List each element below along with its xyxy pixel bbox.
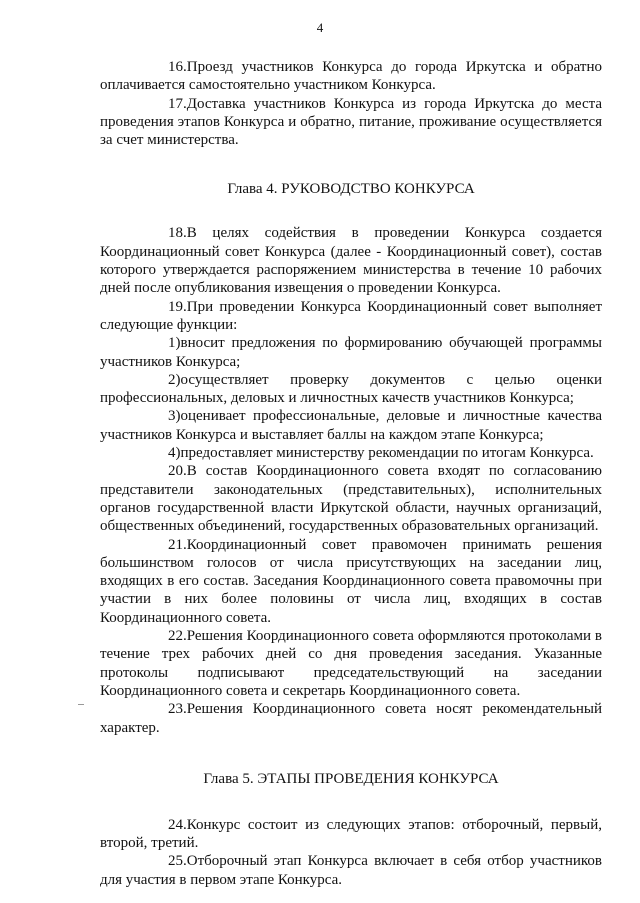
list-item-1 (100, 334, 602, 371)
list-item-2 (100, 371, 602, 408)
page-number: 4 (316, 20, 324, 35)
section-b (100, 224, 602, 736)
margin-tick (78, 704, 84, 705)
paragraph-16 (100, 58, 602, 95)
paragraph-18 (100, 224, 602, 297)
list-text: предоставляет министерству рекомендации по итогам Конкурса. (180, 445, 594, 462)
paragraph-text: Решения Координационного совета оформляются протоколами в течение трех рабочих дней со дня проведения заседания. Указанные протоколы подписывают председательствующий на заседании Координационного совета и секретарь Координационного совета. (100, 628, 602, 699)
paragraph-17 (100, 95, 602, 150)
paragraph-20 (100, 462, 602, 535)
paragraph-text: Решения Координационного совета носят рекомендательный характер. (100, 701, 602, 736)
paragraph-number: 24. (168, 816, 187, 833)
paragraph-number: 21. (168, 536, 187, 553)
document-body (100, 58, 602, 889)
paragraph-23 (100, 700, 602, 737)
paragraph-number: 17. (168, 95, 187, 112)
section-c (100, 816, 602, 889)
paragraph-25 (100, 852, 602, 889)
paragraph-text: При проведении Конкурса Координационный совет выполняет следующие функции: (100, 298, 602, 333)
paragraph-19 (100, 298, 602, 335)
paragraph-text: Отборочный этап Конкурса включает в себя отбор участников для участия в первом этапе Конкурса. (100, 853, 602, 888)
list-number: 2) (168, 371, 181, 388)
list-item-3 (100, 407, 602, 444)
paragraph-number: 16. (168, 59, 187, 75)
paragraph-text: В состав Координационного совета входят по согласованию представители законодательных (представительных), исполнительных органов государственной власти Иркутской области, научных организаций, общественных объединений, государственных образовательных организаций. (100, 463, 602, 535)
paragraph-text: Доставка участников Конкурса из города Иркутска до места проведения этапов Конкурса и обратно, питание, проживание осуществляется за счет министерства. (100, 95, 602, 149)
list-text: осуществляет проверку документов с целью оценки профессиональных, деловых и личностных качеств участников Конкурса; (100, 371, 602, 407)
chapter-5-heading: Глава 5. ЭТАПЫ ПРОВЕДЕНИЯ КОНКУРСА (203, 770, 499, 787)
paragraph-number: 23. (168, 701, 187, 718)
paragraph-text: Координационный совет правомочен принимать решения большинством голосов от числа присутствующих на заседании лиц, входящих в его состав. Заседания Координационного совета правомочны при участии в них более половины от числа лиц, входящих в состав Координационного совета. (100, 536, 602, 626)
paragraph-24 (100, 816, 602, 853)
paragraph-number: 18. (168, 225, 187, 242)
paragraph-number: 20. (168, 463, 187, 480)
paragraph-number: 22. (168, 628, 187, 645)
list-number: 1) (168, 335, 181, 352)
paragraph-text: В целях содействия в проведении Конкурса создается Координационный совет Конкурса (далее - Координационный совет), состав которого утверждается распоряжением министерства в течение 10 рабочих дней после опубликования извещения о проведении Конкурса. (100, 225, 602, 297)
paragraph-text: Конкурс состоит из следующих этапов: отборочный, первый, второй, третий. (100, 816, 602, 852)
list-item-4 (100, 444, 602, 462)
section-a (100, 58, 602, 149)
paragraph-text: Проезд участников Конкурса до города Иркутска и обратно оплачивается самостоятельно участником Конкурса. (100, 59, 602, 94)
list-number: 3) (168, 408, 181, 425)
list-text: оценивает профессиональные, деловые и личностные качества участников Конкурса и выставляет баллы на каждом этапе Конкурса; (100, 408, 602, 443)
paragraph-21 (100, 536, 602, 627)
list-number: 4) (168, 445, 181, 462)
paragraph-22 (100, 627, 602, 700)
chapter-4-heading: Глава 4. РУКОВОДСТВО КОНКУРСА (227, 181, 475, 198)
list-text: вносит предложения по формированию обучающей программы участников Конкурса; (100, 335, 602, 370)
paragraph-number: 25. (168, 853, 187, 870)
paragraph-number: 19. (168, 298, 187, 315)
